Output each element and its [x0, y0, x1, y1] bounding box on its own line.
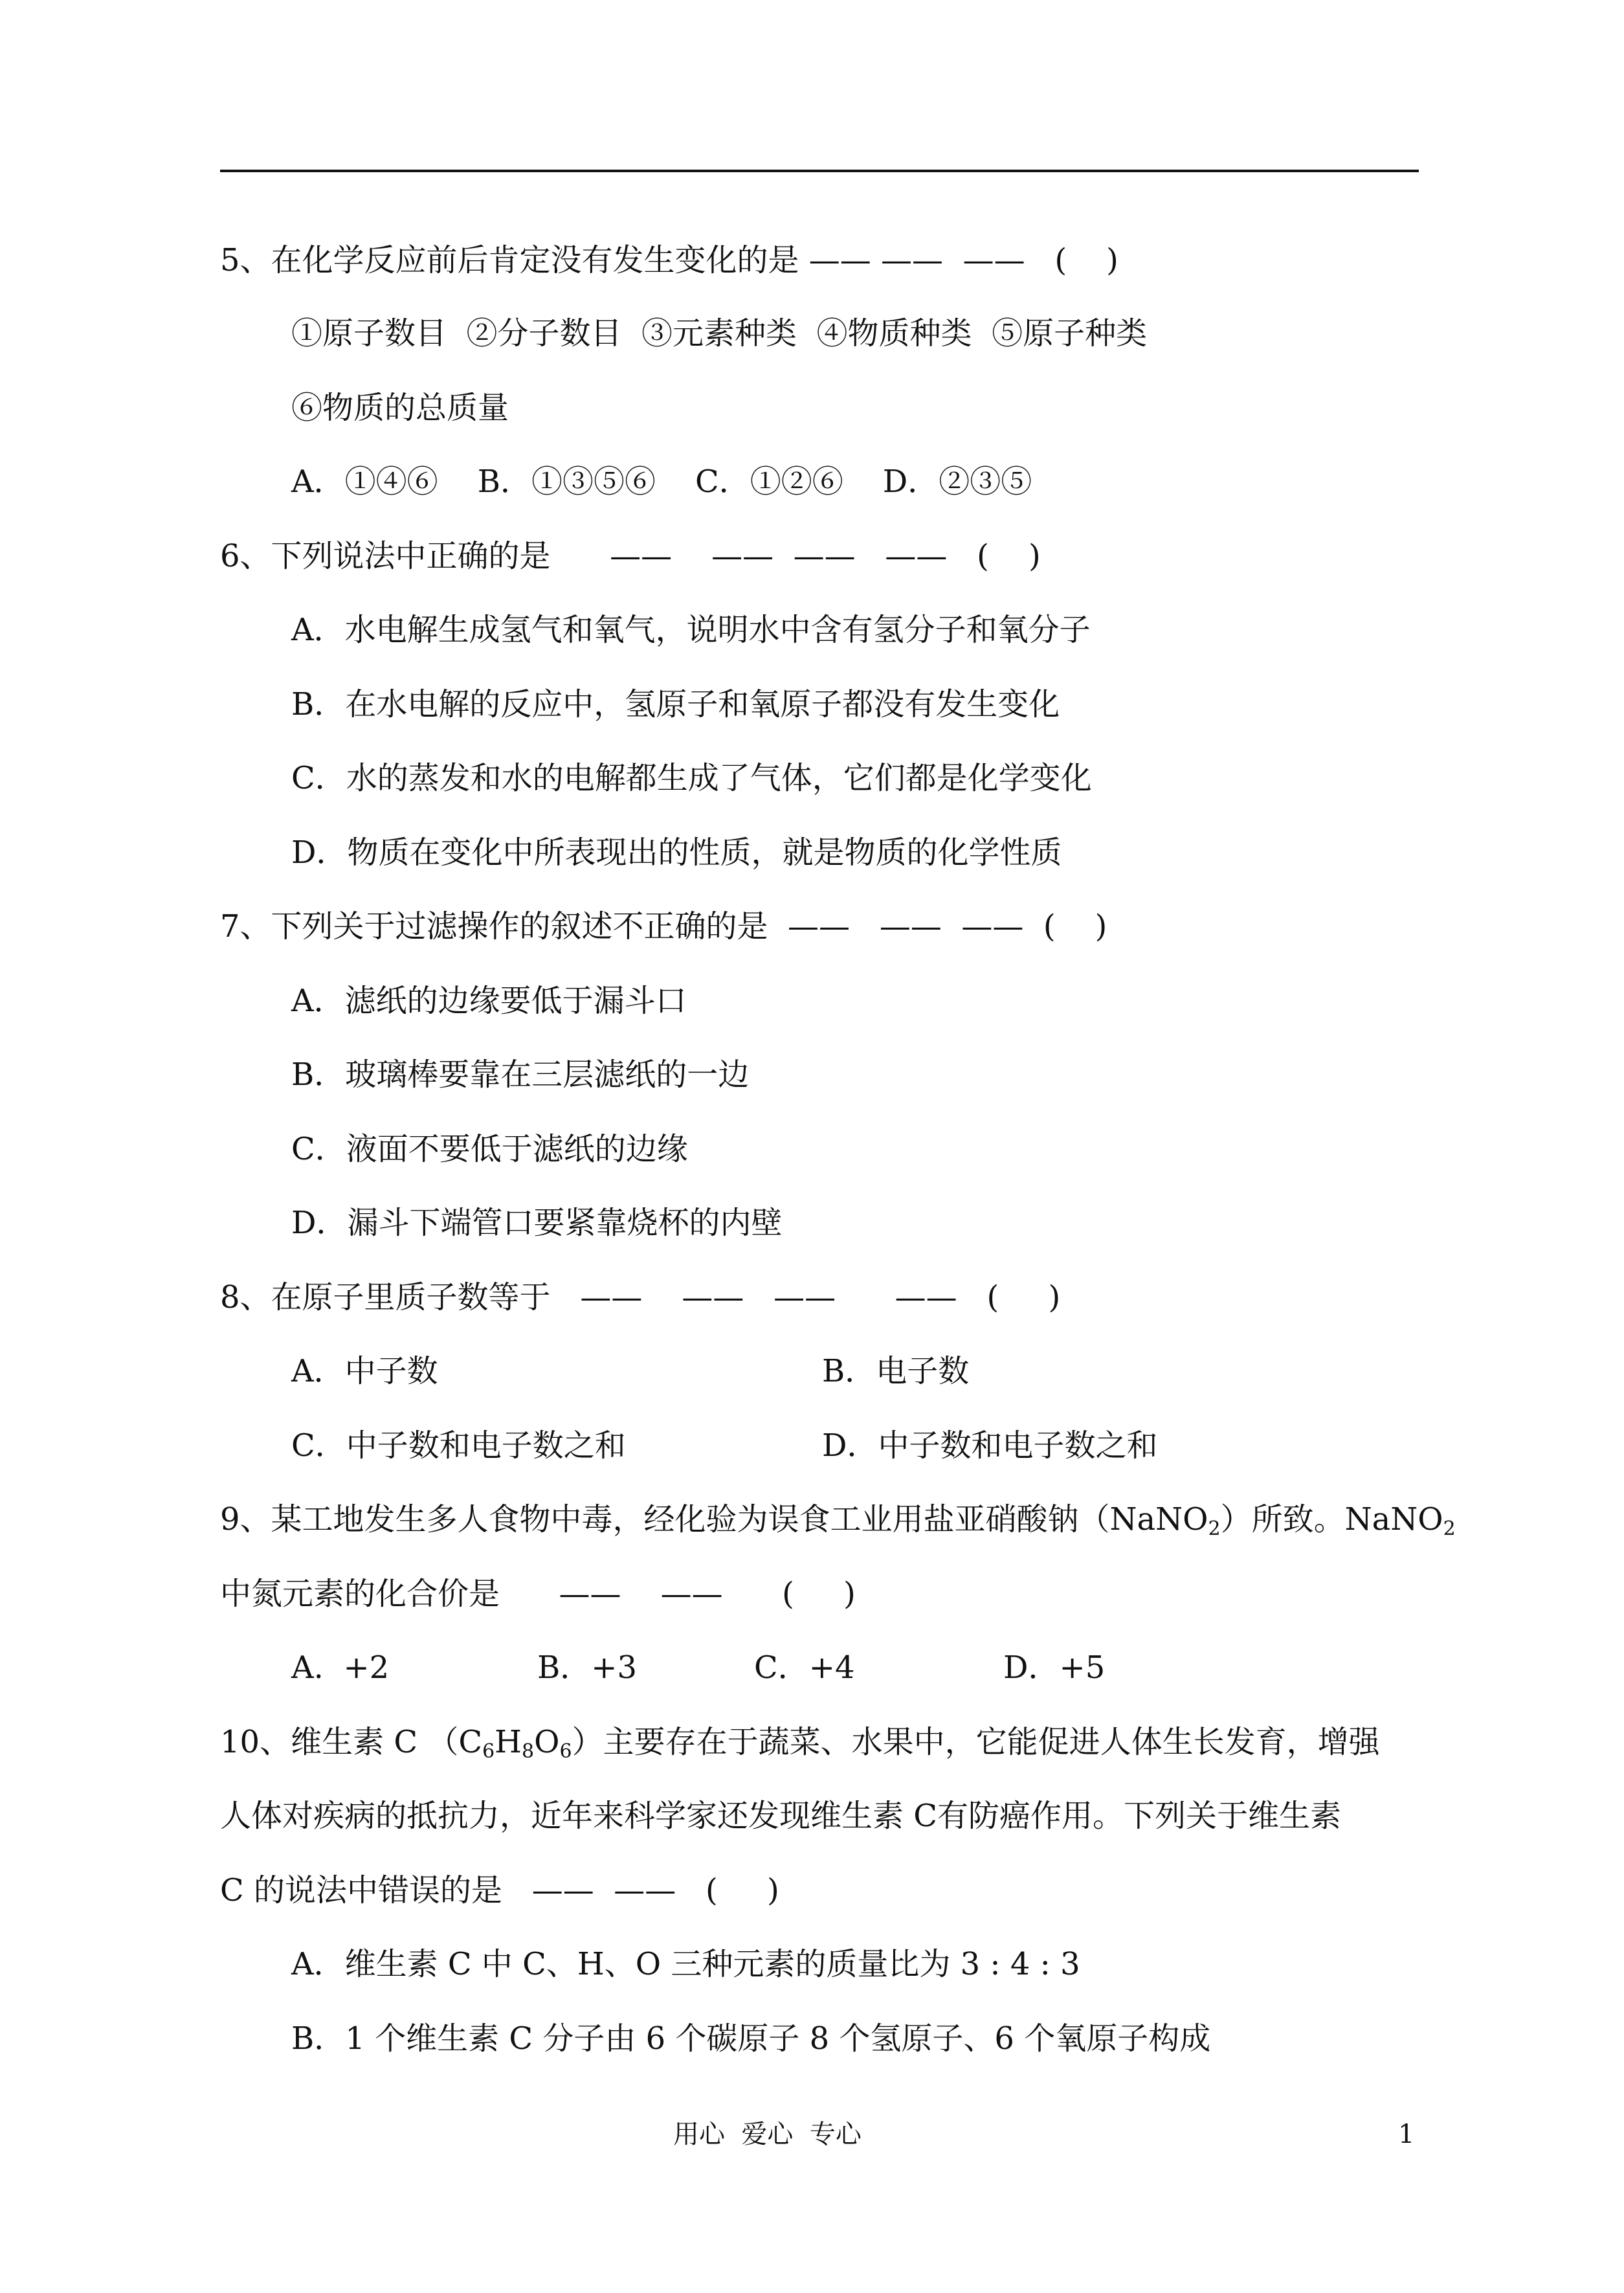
q10-subscript-o: 6 — [559, 1740, 572, 1763]
q6-option-a: A．水电解生成氢气和氧气，说明水中含有氢分子和氧分子 — [291, 612, 1091, 648]
page-number: 1 — [1398, 2120, 1415, 2149]
q10-stem-line3: C 的说法中错误的是 —— —— ( ) — [220, 1872, 779, 1908]
q10-subscript-h: 8 — [522, 1740, 535, 1763]
q10-text-c: O — [534, 1724, 560, 1760]
q10-option-a: A．维生素 C 中 C、H、O 三种元素的质量比为 3 : 4 : 3 — [291, 1946, 1080, 1982]
q5-items-line2: ⑥物质的总质量 — [291, 390, 509, 426]
q10-stem-line2: 人体对疾病的抵抗力，近年来科学家还发现维生素 C有防癌作用。下列关于维生素 — [220, 1798, 1341, 1834]
q10-subscript-c: 6 — [482, 1740, 495, 1763]
q9-stem-line2: 中氮元素的化合价是 —— —— ( ) — [220, 1576, 856, 1612]
q10-option-b: B．1 个维生素 C 分子由 6 个碳原子 8 个氢原子、6 个氧原子构成 — [291, 2020, 1211, 2057]
q7-stem: 7、下列关于过滤操作的叙述不正确的是 —— —— —— ( ) — [220, 908, 1107, 945]
q9-option-b: B．+3 — [537, 1650, 638, 1686]
q10-text-d: ）主要存在于蔬菜、水果中，它能促进人体生长发育，增强 — [572, 1724, 1380, 1760]
q8-option-b: B．电子数 — [822, 1353, 970, 1389]
q5-options: A．①④⑥ B．①③⑤⑥ C．①②⑥ D．②③⑤ — [291, 464, 1032, 500]
q7-option-c: C．液面不要低于滤纸的边缘 — [291, 1131, 688, 1167]
q7-option-b: B．玻璃棒要靠在三层滤纸的一边 — [291, 1057, 750, 1093]
q6-option-d: D．物质在变化中所表现出的性质，就是物质的化学性质 — [291, 834, 1062, 871]
q9-subscript-1: 2 — [1208, 1517, 1221, 1540]
q5-items-line1: ①原子数目 ②分子数目 ③元素种类 ④物质种类 ⑤原子种类 — [291, 315, 1148, 352]
q9-option-c: C．+4 — [754, 1650, 855, 1686]
header-rule — [220, 170, 1419, 172]
q8-option-a: A．中子数 — [291, 1353, 438, 1389]
q9-stem-text-a: 9、某工地发生多人食物中毒，经化验为误食工业用盐亚硝酸钠（NaNO — [220, 1501, 1208, 1538]
q8-stem: 8、在原子里质子数等于 —— —— —— —— ( ) — [220, 1279, 1061, 1315]
q6-option-c: C．水的蒸发和水的电解都生成了气体，它们都是化学变化 — [291, 760, 1092, 796]
q8-option-c: C．中子数和电子数之和 — [291, 1427, 626, 1464]
q10-text-a: 10、维生素 C （C — [220, 1724, 483, 1760]
q7-option-d: D．漏斗下端管口要紧靠烧杯的内壁 — [291, 1205, 783, 1241]
footer-motto: 用心 爱心 专心 — [673, 2120, 862, 2149]
q10-text-b: H — [495, 1724, 522, 1760]
q10-stem-line1 — [220, 1723, 1380, 1762]
q9-subscript-2: 2 — [1443, 1517, 1456, 1540]
q9-stem-text-b: ）所致。NaNO — [1220, 1501, 1443, 1538]
q9-option-a: A. +2 — [291, 1650, 390, 1686]
q6-stem: 6、下列说法中正确的是 —— —— —— —— ( ) — [220, 538, 1041, 574]
q5-stem: 5、在化学反应前后肯定没有发生变化的是 —— —— —— ( ) — [220, 242, 1118, 278]
q9-stem-line1 — [220, 1500, 1456, 1539]
q7-option-a: A．滤纸的边缘要低于漏斗口 — [291, 983, 687, 1019]
q9-option-d: D．+5 — [1003, 1650, 1106, 1686]
q6-option-b: B．在水电解的反应中，氢原子和氧原子都没有发生变化 — [291, 686, 1060, 722]
q8-option-d: D．中子数和电子数之和 — [822, 1427, 1158, 1464]
